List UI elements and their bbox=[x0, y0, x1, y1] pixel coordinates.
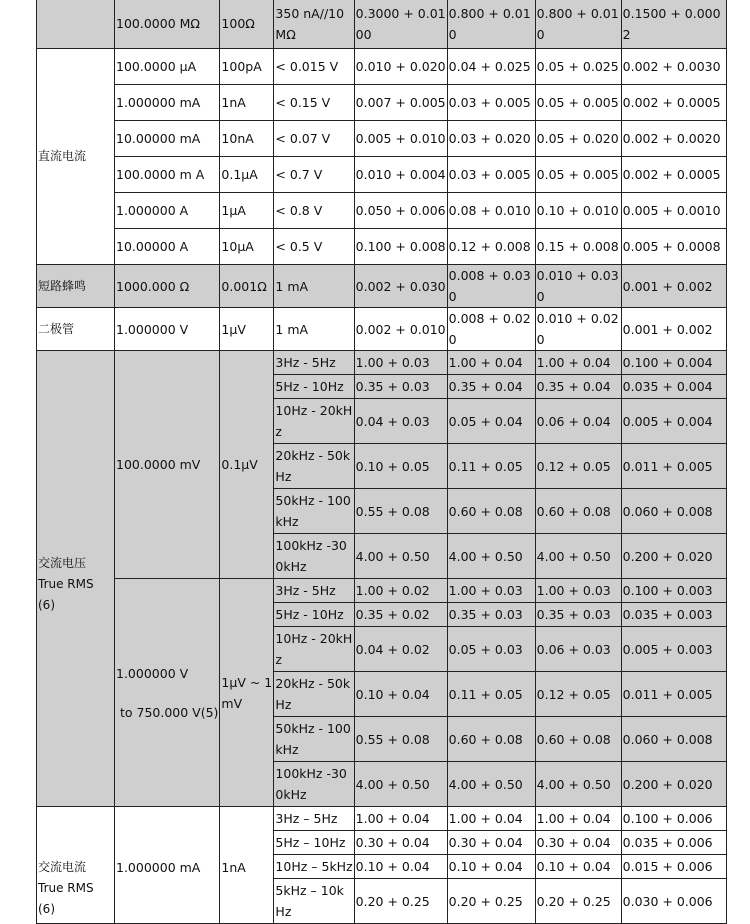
accuracy-1y-cell: 0.60 + 0.08 bbox=[535, 717, 621, 762]
frequency-cell: 3Hz – 5Hz bbox=[274, 807, 354, 831]
accuracy-1y-cell: 0.10 + 0.010 bbox=[535, 193, 621, 229]
temp-coef-cell: 0.005 + 0.0008 bbox=[621, 229, 726, 265]
frequency-cell: 3Hz - 5Hz bbox=[274, 351, 354, 375]
range-cell: 1.000000 V bbox=[115, 308, 220, 351]
frequency-cell: 20kHz - 50kHz bbox=[274, 444, 354, 489]
range-label: 1.000000 V bbox=[116, 665, 189, 681]
accuracy-90d-cell: 0.20 + 0.25 bbox=[447, 879, 535, 924]
function-cell bbox=[37, 807, 115, 924]
accuracy-1y-cell: 1.00 + 0.04 bbox=[535, 351, 621, 375]
range-cell: 100.0000 μA bbox=[115, 49, 220, 85]
accuracy-1y-cell: 0.010 + 0.030 bbox=[535, 265, 621, 308]
table-row bbox=[37, 351, 727, 375]
range-cell: 100.0000 MΩ bbox=[115, 0, 220, 49]
function-label: (6) bbox=[38, 902, 55, 916]
table-row bbox=[37, 265, 727, 308]
accuracy-90d-cell: 0.008 + 0.020 bbox=[447, 308, 535, 351]
temp-coef-cell: 0.001 + 0.002 bbox=[621, 265, 726, 308]
table-row bbox=[37, 579, 727, 603]
accuracy-1y-cell: 0.60 + 0.08 bbox=[535, 489, 621, 534]
accuracy-1y-cell: 0.05 + 0.005 bbox=[535, 85, 621, 121]
resolution-cell: 0.1μA bbox=[220, 157, 274, 193]
resolution-cell: 10nA bbox=[220, 121, 274, 157]
temp-coef-cell: 0.002 + 0.0030 bbox=[621, 49, 726, 85]
accuracy-24h-cell: 0.55 + 0.08 bbox=[354, 489, 447, 534]
accuracy-90d-cell: 0.11 + 0.05 bbox=[447, 672, 535, 717]
function-cell bbox=[37, 351, 115, 807]
range-cell bbox=[115, 351, 220, 579]
table-row bbox=[37, 229, 727, 265]
accuracy-90d-cell: 0.12 + 0.008 bbox=[447, 229, 535, 265]
accuracy-24h-cell: 0.10 + 0.04 bbox=[354, 855, 447, 879]
function-cell: 二极管 bbox=[37, 308, 115, 351]
range-cell: 1.000000 A bbox=[115, 193, 220, 229]
accuracy-90d-cell: 0.35 + 0.04 bbox=[447, 375, 535, 399]
temp-coef-cell: 0.015 + 0.006 bbox=[621, 855, 726, 879]
accuracy-24h-cell: 1.00 + 0.03 bbox=[354, 351, 447, 375]
accuracy-1y-cell: 0.06 + 0.04 bbox=[535, 399, 621, 444]
frequency-cell: 10Hz – 5kHz bbox=[274, 855, 354, 879]
range-label: to 750.000 V(5) bbox=[116, 704, 219, 720]
range-cell: 1000.000 Ω bbox=[115, 265, 220, 308]
accuracy-1y-cell: 1.00 + 0.03 bbox=[535, 579, 621, 603]
accuracy-1y-cell: 0.06 + 0.03 bbox=[535, 627, 621, 672]
accuracy-24h-cell: 0.3000 + 0.0100 bbox=[354, 0, 447, 49]
condition-cell: 350 nA//10 MΩ bbox=[274, 0, 354, 49]
ac-voltage-group bbox=[37, 351, 727, 807]
frequency-cell: 10Hz - 20kHz bbox=[274, 627, 354, 672]
function-label: (6) bbox=[38, 598, 55, 612]
accuracy-1y-cell: 0.010 + 0.020 bbox=[535, 308, 621, 351]
function-cell: 短路蜂鸣 bbox=[37, 265, 115, 308]
condition-cell: < 0.15 V bbox=[274, 85, 354, 121]
accuracy-1y-cell: 1.00 + 0.04 bbox=[535, 807, 621, 831]
table-row bbox=[37, 49, 727, 85]
resolution-cell: 0.001Ω bbox=[220, 265, 274, 308]
resolution-cell: 1μA bbox=[220, 193, 274, 229]
accuracy-1y-cell: 0.35 + 0.04 bbox=[535, 375, 621, 399]
table-row bbox=[37, 0, 727, 49]
temp-coef-cell: 0.200 + 0.020 bbox=[621, 534, 726, 579]
frequency-cell: 10Hz - 20kHz bbox=[274, 399, 354, 444]
frequency-cell: 50kHz - 100kHz bbox=[274, 717, 354, 762]
frequency-cell: 20kHz - 50kHz bbox=[274, 672, 354, 717]
accuracy-24h-cell: 0.007 + 0.005 bbox=[354, 85, 447, 121]
temp-coef-cell: 0.002 + 0.0020 bbox=[621, 121, 726, 157]
accuracy-90d-cell: 1.00 + 0.04 bbox=[447, 807, 535, 831]
accuracy-24h-cell: 0.10 + 0.05 bbox=[354, 444, 447, 489]
condition-cell: < 0.015 V bbox=[274, 49, 354, 85]
accuracy-24h-cell: 0.30 + 0.04 bbox=[354, 831, 447, 855]
accuracy-24h-cell: 0.002 + 0.030 bbox=[354, 265, 447, 308]
condition-cell: < 0.07 V bbox=[274, 121, 354, 157]
accuracy-90d-cell: 1.00 + 0.03 bbox=[447, 579, 535, 603]
temp-coef-cell: 0.011 + 0.005 bbox=[621, 672, 726, 717]
accuracy-90d-cell: 0.35 + 0.03 bbox=[447, 603, 535, 627]
range-cell bbox=[115, 579, 220, 807]
accuracy-24h-cell: 1.00 + 0.04 bbox=[354, 807, 447, 831]
function-cell: 直流电流 bbox=[37, 49, 115, 265]
accuracy-90d-cell: 0.008 + 0.030 bbox=[447, 265, 535, 308]
range-cell: 100.0000 m A bbox=[115, 157, 220, 193]
frequency-cell: 5kHz – 10kHz bbox=[274, 879, 354, 924]
temp-coef-cell: 0.002 + 0.0005 bbox=[621, 157, 726, 193]
resolution-cell: 1nA bbox=[220, 807, 274, 924]
accuracy-24h-cell: 0.20 + 0.25 bbox=[354, 879, 447, 924]
specification-table bbox=[36, 0, 727, 924]
accuracy-90d-cell: 0.03 + 0.005 bbox=[447, 85, 535, 121]
accuracy-24h-cell: 0.55 + 0.08 bbox=[354, 717, 447, 762]
condition-cell: 1 mA bbox=[274, 265, 354, 308]
accuracy-24h-cell: 0.002 + 0.010 bbox=[354, 308, 447, 351]
table-row bbox=[37, 193, 727, 229]
temp-coef-cell: 0.005 + 0.003 bbox=[621, 627, 726, 672]
range-label: 100.0000 mV bbox=[116, 457, 201, 472]
temp-coef-cell: 0.060 + 0.008 bbox=[621, 489, 726, 534]
accuracy-1y-cell: 0.05 + 0.025 bbox=[535, 49, 621, 85]
accuracy-90d-cell: 0.03 + 0.020 bbox=[447, 121, 535, 157]
accuracy-24h-cell: 4.00 + 0.50 bbox=[354, 534, 447, 579]
resolution-cell: 1nA bbox=[220, 85, 274, 121]
accuracy-1y-cell: 0.20 + 0.25 bbox=[535, 879, 621, 924]
temp-coef-cell: 0.200 + 0.020 bbox=[621, 762, 726, 807]
frequency-cell: 50kHz - 100kHz bbox=[274, 489, 354, 534]
accuracy-1y-cell: 4.00 + 0.50 bbox=[535, 762, 621, 807]
function-label: True RMS bbox=[38, 577, 94, 591]
condition-cell: < 0.8 V bbox=[274, 193, 354, 229]
table-row bbox=[37, 121, 727, 157]
frequency-cell: 5Hz - 10Hz bbox=[274, 603, 354, 627]
function-label: 交流电流 bbox=[38, 860, 87, 874]
range-cell: 1.000000 mA bbox=[115, 807, 220, 924]
frequency-cell: 100kHz -300kHz bbox=[274, 762, 354, 807]
accuracy-1y-cell: 4.00 + 0.50 bbox=[535, 534, 621, 579]
table-row bbox=[37, 308, 727, 351]
condition-cell: 1 mA bbox=[274, 308, 354, 351]
frequency-cell: 3Hz - 5Hz bbox=[274, 579, 354, 603]
temp-coef-cell: 0.005 + 0.004 bbox=[621, 399, 726, 444]
accuracy-90d-cell: 4.00 + 0.50 bbox=[447, 534, 535, 579]
accuracy-24h-cell: 0.04 + 0.03 bbox=[354, 399, 447, 444]
accuracy-24h-cell: 1.00 + 0.02 bbox=[354, 579, 447, 603]
frequency-cell: 5Hz – 10Hz bbox=[274, 831, 354, 855]
accuracy-1y-cell: 0.12 + 0.05 bbox=[535, 672, 621, 717]
temp-coef-cell: 0.035 + 0.004 bbox=[621, 375, 726, 399]
temp-coef-cell: 0.002 + 0.0005 bbox=[621, 85, 726, 121]
accuracy-90d-cell: 1.00 + 0.04 bbox=[447, 351, 535, 375]
accuracy-1y-cell: 0.05 + 0.005 bbox=[535, 157, 621, 193]
table-row bbox=[37, 157, 727, 193]
accuracy-24h-cell: 0.050 + 0.006 bbox=[354, 193, 447, 229]
temp-coef-cell: 0.035 + 0.006 bbox=[621, 831, 726, 855]
table-row bbox=[37, 85, 727, 121]
accuracy-1y-cell: 0.15 + 0.008 bbox=[535, 229, 621, 265]
resolution-cell: 0.1μV bbox=[220, 351, 274, 579]
temp-coef-cell: 0.100 + 0.003 bbox=[621, 579, 726, 603]
temp-coef-cell: 0.030 + 0.006 bbox=[621, 879, 726, 924]
frequency-cell: 5Hz - 10Hz bbox=[274, 375, 354, 399]
accuracy-90d-cell: 0.10 + 0.04 bbox=[447, 855, 535, 879]
accuracy-24h-cell: 0.005 + 0.010 bbox=[354, 121, 447, 157]
accuracy-1y-cell: 0.05 + 0.020 bbox=[535, 121, 621, 157]
range-cell: 1.000000 mA bbox=[115, 85, 220, 121]
accuracy-90d-cell: 4.00 + 0.50 bbox=[447, 762, 535, 807]
function-label: True RMS bbox=[38, 881, 94, 895]
accuracy-24h-cell: 0.10 + 0.04 bbox=[354, 672, 447, 717]
accuracy-24h-cell: 0.35 + 0.02 bbox=[354, 603, 447, 627]
accuracy-90d-cell: 0.05 + 0.04 bbox=[447, 399, 535, 444]
resolution-cell: 10μA bbox=[220, 229, 274, 265]
accuracy-24h-cell: 0.010 + 0.020 bbox=[354, 49, 447, 85]
condition-cell: < 0.5 V bbox=[274, 229, 354, 265]
accuracy-1y-cell: 0.12 + 0.05 bbox=[535, 444, 621, 489]
accuracy-24h-cell: 0.04 + 0.02 bbox=[354, 627, 447, 672]
resolution-cell: 100Ω bbox=[220, 0, 274, 49]
accuracy-90d-cell: 0.05 + 0.03 bbox=[447, 627, 535, 672]
temp-coef-cell: 0.005 + 0.0010 bbox=[621, 193, 726, 229]
condition-cell: < 0.7 V bbox=[274, 157, 354, 193]
accuracy-1y-cell: 0.30 + 0.04 bbox=[535, 831, 621, 855]
accuracy-90d-cell: 0.03 + 0.005 bbox=[447, 157, 535, 193]
frequency-cell: 100kHz -300kHz bbox=[274, 534, 354, 579]
temp-coef-cell: 0.100 + 0.006 bbox=[621, 807, 726, 831]
temp-coef-cell: 0.001 + 0.002 bbox=[621, 308, 726, 351]
accuracy-90d-cell: 0.04 + 0.025 bbox=[447, 49, 535, 85]
accuracy-24h-cell: 0.100 + 0.008 bbox=[354, 229, 447, 265]
temp-coef-cell: 0.1500 + 0.0002 bbox=[621, 0, 726, 49]
temp-coef-cell: 0.100 + 0.004 bbox=[621, 351, 726, 375]
accuracy-90d-cell: 0.30 + 0.04 bbox=[447, 831, 535, 855]
range-cell: 10.00000 mA bbox=[115, 121, 220, 157]
accuracy-90d-cell: 0.60 + 0.08 bbox=[447, 489, 535, 534]
function-cell bbox=[37, 0, 115, 49]
table-row bbox=[37, 807, 727, 831]
accuracy-90d-cell: 0.800 + 0.010 bbox=[447, 0, 535, 49]
accuracy-24h-cell: 4.00 + 0.50 bbox=[354, 762, 447, 807]
temp-coef-cell: 0.060 + 0.008 bbox=[621, 717, 726, 762]
temp-coef-cell: 0.011 + 0.005 bbox=[621, 444, 726, 489]
temp-coef-cell: 0.035 + 0.003 bbox=[621, 603, 726, 627]
accuracy-1y-cell: 0.800 + 0.010 bbox=[535, 0, 621, 49]
resolution-cell: 100pA bbox=[220, 49, 274, 85]
range-cell: 10.00000 A bbox=[115, 229, 220, 265]
ac-current-group bbox=[37, 807, 727, 924]
function-label: 交流电压 bbox=[38, 556, 87, 570]
resolution-cell: 1μV ~ 1 mV bbox=[220, 579, 274, 807]
accuracy-24h-cell: 0.35 + 0.03 bbox=[354, 375, 447, 399]
accuracy-1y-cell: 0.35 + 0.03 bbox=[535, 603, 621, 627]
accuracy-90d-cell: 0.11 + 0.05 bbox=[447, 444, 535, 489]
accuracy-24h-cell: 0.010 + 0.004 bbox=[354, 157, 447, 193]
resolution-cell: 1μV bbox=[220, 308, 274, 351]
accuracy-90d-cell: 0.08 + 0.010 bbox=[447, 193, 535, 229]
accuracy-90d-cell: 0.60 + 0.08 bbox=[447, 717, 535, 762]
accuracy-1y-cell: 0.10 + 0.04 bbox=[535, 855, 621, 879]
